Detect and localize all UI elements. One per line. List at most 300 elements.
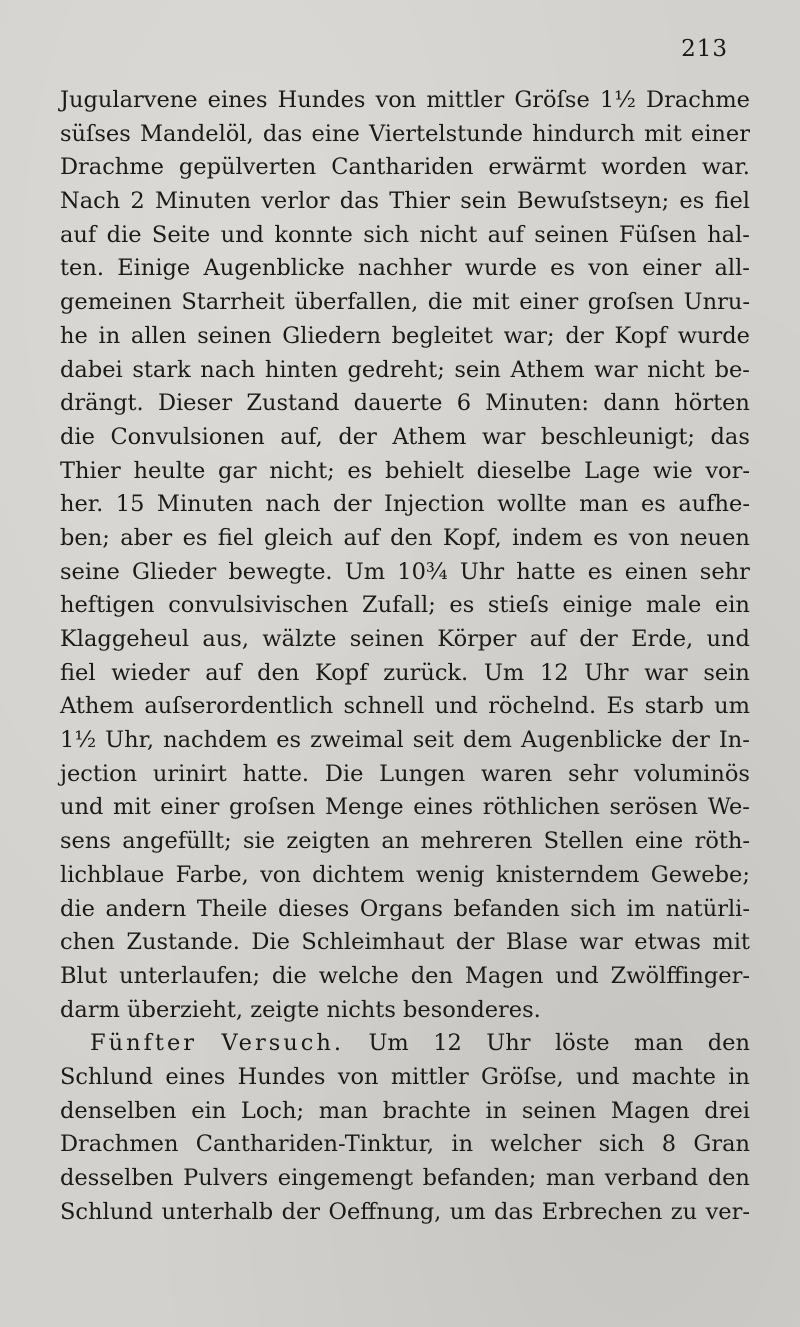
word: auf — [487, 221, 524, 248]
word: war — [481, 423, 526, 450]
word: war. — [701, 154, 750, 181]
word: Füſsen — [619, 221, 697, 248]
word: Starrheit — [181, 289, 285, 316]
word: der — [333, 491, 372, 518]
word: zeigten — [286, 828, 370, 855]
word: dann — [603, 390, 661, 417]
word: ten. — [60, 255, 105, 282]
word: desselben — [60, 1165, 174, 1191]
word: Gewebe; — [650, 861, 750, 888]
word: man — [318, 1097, 369, 1124]
word: an — [381, 828, 410, 855]
word: aus, — [202, 626, 249, 652]
word: Thier — [389, 188, 451, 215]
word: nach — [200, 356, 256, 383]
word: in — [728, 1063, 750, 1090]
word: war — [644, 659, 688, 686]
word: Drachme — [646, 87, 750, 113]
text-line — [60, 320, 750, 354]
text-line — [60, 893, 750, 927]
word: dichtem — [312, 861, 405, 888]
word: sehr — [568, 760, 619, 787]
word: Lage — [584, 457, 641, 484]
word: einer — [690, 120, 750, 147]
word: Convulsionen — [110, 423, 265, 450]
word: Minuten — [156, 491, 253, 518]
word: drängt. — [60, 390, 144, 417]
word: Athem — [510, 356, 585, 383]
word: einige — [562, 592, 633, 619]
text-line — [60, 791, 750, 825]
word: Gran — [693, 1131, 750, 1158]
word: auf — [343, 524, 380, 551]
word: allen — [130, 322, 187, 349]
word: es — [679, 188, 705, 215]
word: um — [449, 1198, 486, 1225]
word: Zwölffinger- — [610, 962, 750, 989]
word: wälzte — [262, 626, 337, 652]
word: 8 — [661, 1131, 677, 1158]
word: zweimal — [310, 727, 404, 754]
text-line — [60, 252, 750, 286]
word: eines — [165, 1063, 226, 1090]
word: zurück. — [383, 659, 469, 686]
word: urinirt — [152, 760, 227, 787]
word: Erde, — [631, 626, 694, 652]
word: sein — [460, 188, 507, 215]
word: gemeinen — [60, 289, 172, 316]
word: von — [628, 524, 670, 551]
word: seit — [412, 727, 454, 754]
word: Oeffnung, — [328, 1198, 442, 1225]
word: groſsen — [228, 794, 316, 821]
word: Jugularvene — [60, 87, 198, 113]
word: Drachmen — [60, 1131, 179, 1158]
word: es — [587, 558, 613, 585]
word: im — [626, 895, 656, 922]
word: etwas — [634, 929, 701, 956]
word: natürli- — [665, 895, 750, 922]
word: 12 — [433, 1030, 462, 1057]
word: Gröſse, — [481, 1063, 564, 1090]
word: Klaggeheul — [60, 626, 190, 652]
word: 1½ — [60, 727, 97, 754]
word: auf — [529, 626, 566, 652]
word: um — [714, 693, 750, 720]
word: man — [634, 1030, 684, 1057]
word: groſsen — [587, 289, 675, 316]
word: worden — [601, 154, 687, 181]
word: erwärmt — [488, 154, 587, 181]
word: nachher — [357, 255, 452, 282]
word: die — [60, 895, 95, 922]
word: von — [337, 1063, 379, 1090]
word: jection — [60, 760, 138, 787]
word: und — [706, 626, 750, 652]
word: Blut — [60, 962, 108, 989]
word: verband — [604, 1165, 699, 1191]
word: aufhe- — [678, 491, 750, 518]
word: Fünfter — [90, 1030, 198, 1057]
word: her. — [60, 491, 104, 518]
page-number: 213 — [681, 36, 728, 62]
word: 2 — [130, 188, 145, 215]
word: Um — [344, 558, 386, 585]
word: Gliedern — [282, 322, 381, 349]
word: Lungen — [379, 760, 466, 787]
word: hörten — [674, 390, 750, 417]
word: wieder — [111, 659, 190, 686]
word: Kopf — [614, 322, 667, 349]
word: mit — [644, 120, 682, 147]
word: dem — [462, 727, 512, 754]
word: We- — [707, 794, 750, 821]
word: Theile — [196, 895, 268, 922]
word: das — [710, 423, 750, 450]
word: Erbrechen — [541, 1198, 663, 1225]
word: das — [262, 120, 303, 147]
text-line — [60, 1095, 750, 1129]
word: Kopf, — [442, 524, 502, 551]
word: gar — [218, 457, 257, 484]
word: auf — [205, 659, 242, 686]
word: seinen — [349, 626, 425, 652]
text-line — [60, 623, 750, 657]
word: sie — [243, 828, 276, 855]
word: beschleunigt; — [540, 423, 695, 450]
text-line — [60, 522, 750, 556]
word: Athem — [392, 423, 467, 450]
word: die — [427, 289, 463, 316]
word: wurde — [464, 255, 537, 282]
word: Nach — [60, 188, 121, 215]
word: einer — [519, 289, 579, 316]
word: heftigen — [60, 592, 155, 619]
word: es — [182, 524, 208, 551]
word: Athem — [60, 693, 135, 720]
word: ben; — [60, 524, 110, 551]
text-line — [60, 690, 750, 724]
word: he — [60, 322, 88, 349]
word: Minuten — [154, 188, 252, 215]
word: be- — [714, 356, 750, 383]
word: dabei — [60, 356, 123, 383]
word: seine — [60, 558, 120, 585]
word: 15 — [115, 491, 145, 518]
word: Hundes — [237, 1063, 326, 1090]
word: Die — [324, 760, 364, 787]
word: es — [347, 457, 373, 484]
word: Zufall; — [361, 592, 436, 619]
word: Stellen — [543, 828, 624, 855]
word: mit — [113, 794, 151, 821]
word: Farbe, — [175, 861, 249, 888]
word: wie — [652, 457, 693, 484]
word: Schlund — [60, 1198, 154, 1225]
word: in — [485, 1097, 508, 1124]
word: ein — [714, 592, 750, 619]
word: der — [671, 727, 710, 754]
word: den — [707, 1165, 750, 1191]
word: 12 — [539, 659, 569, 686]
word: hatte — [516, 558, 576, 585]
text-line — [60, 758, 750, 792]
word: angefüllt; — [122, 828, 232, 855]
word: fiel — [60, 659, 96, 686]
word: und — [555, 962, 599, 989]
word: dieselbe — [476, 457, 572, 484]
word: und — [575, 1063, 620, 1090]
word: mit — [472, 289, 510, 316]
word: drei — [704, 1097, 750, 1124]
word: Kopf — [315, 659, 368, 686]
word: dauerte — [353, 390, 443, 417]
word: neuen — [679, 524, 750, 551]
word: Augenblicke — [521, 727, 663, 754]
text-line — [60, 219, 750, 253]
word: sens — [60, 828, 111, 855]
word: Drachme — [60, 154, 164, 181]
word: das — [493, 1198, 534, 1225]
word: gleich — [263, 524, 334, 551]
word: sich — [570, 895, 617, 922]
word: sich — [598, 1131, 645, 1158]
word: seinen — [534, 221, 609, 248]
text-line — [60, 387, 750, 421]
word: eingemengt — [277, 1165, 414, 1191]
word: röchelnd. — [488, 693, 597, 720]
word: es — [276, 727, 302, 754]
word: Zustande. — [126, 929, 240, 956]
word: mehreren — [420, 828, 533, 855]
word: sich — [363, 221, 410, 248]
word: starb — [644, 693, 704, 720]
word: Minuten: — [485, 390, 589, 417]
word: Seite — [151, 221, 211, 248]
word: bewegte. — [228, 558, 333, 585]
word: seinen — [197, 322, 272, 349]
word: Die — [251, 929, 290, 956]
word: sein — [454, 356, 501, 383]
word: gedreht; — [347, 356, 445, 383]
word: wollte — [497, 491, 567, 518]
word: ein — [191, 1097, 227, 1124]
word: Viertelstunde — [368, 120, 523, 147]
word: den — [257, 659, 300, 686]
word: einer — [642, 255, 702, 282]
word: Uhr — [486, 1030, 531, 1057]
word: ver- — [705, 1198, 750, 1225]
word: sehr — [699, 558, 750, 585]
word: Loch; — [240, 1097, 305, 1124]
word: der — [455, 929, 495, 956]
word: mittler — [426, 87, 505, 113]
word: Augenblicke — [203, 255, 345, 282]
word: chen — [60, 929, 115, 956]
word: male — [646, 592, 702, 619]
word: behielt — [385, 457, 464, 484]
word: wurde — [677, 322, 750, 349]
word: Es — [606, 693, 635, 720]
text-line — [60, 960, 750, 994]
word: stark — [132, 356, 191, 383]
word: fiel — [714, 188, 750, 215]
word: Canthariden-Tinktur, — [195, 1131, 435, 1158]
word: Glieder — [132, 558, 217, 585]
text-line — [60, 118, 750, 152]
word: auſserordentlich — [144, 693, 334, 720]
word: eine — [634, 828, 684, 855]
word: convulsivischen — [168, 592, 349, 619]
word: seinen — [521, 1097, 597, 1124]
word: vor- — [705, 457, 750, 484]
word: die — [60, 423, 95, 450]
word: nicht; — [269, 457, 335, 484]
word: es — [640, 491, 666, 518]
word: 6 — [456, 390, 472, 417]
word: Blase — [505, 929, 568, 956]
section-heading-line — [60, 1027, 750, 1061]
word: es — [449, 592, 475, 619]
word: Einige — [117, 255, 191, 282]
word: Magen — [464, 962, 544, 989]
text-line — [60, 488, 750, 522]
word: zu — [670, 1198, 698, 1225]
word: man — [545, 1165, 596, 1191]
text-line — [60, 84, 750, 118]
text-line — [60, 151, 750, 185]
word: Unru- — [683, 289, 750, 316]
word: 1½ — [599, 87, 636, 113]
word: befanden — [453, 895, 560, 922]
word: auf, — [280, 423, 323, 450]
word: war; — [503, 322, 555, 349]
word: löste — [554, 1030, 610, 1057]
word: indem — [512, 524, 583, 551]
word: der — [338, 423, 377, 450]
word: all- — [714, 255, 750, 282]
word: Uhr, — [105, 727, 155, 754]
word: Bewuſstseyn; — [517, 188, 670, 215]
word: welcher — [490, 1131, 582, 1158]
word: überfallen, — [294, 289, 419, 316]
word: der — [281, 1198, 321, 1225]
word: von — [588, 255, 629, 282]
word: süſses — [60, 120, 131, 147]
word: lichblaue — [60, 861, 165, 888]
word: nach — [265, 491, 321, 518]
word: hal- — [707, 221, 750, 248]
word: Um — [483, 659, 525, 686]
word: fiel — [217, 524, 254, 551]
word: Mandelöl, — [139, 120, 254, 147]
text-line — [60, 657, 750, 691]
word: man — [579, 491, 629, 518]
word: befanden; — [422, 1165, 537, 1191]
text-line — [60, 1061, 750, 1095]
word: begleitet — [391, 322, 493, 349]
word: mittler — [390, 1063, 469, 1090]
word: 10¾ — [397, 558, 448, 585]
word: Hundes — [277, 87, 366, 113]
word: einer — [160, 794, 220, 821]
word: nachdem — [163, 727, 268, 754]
text-line — [60, 286, 750, 320]
text-line — [60, 1128, 750, 1162]
word: die — [106, 221, 142, 248]
word: Thier — [60, 457, 121, 484]
text-line — [60, 354, 750, 388]
word: waren — [481, 760, 553, 787]
word: und — [434, 693, 478, 720]
word: Um — [368, 1030, 409, 1057]
text-line — [60, 926, 750, 960]
text-line — [60, 825, 750, 859]
word: Versuch. — [221, 1030, 345, 1057]
word: Menge — [325, 794, 404, 821]
word: das — [339, 188, 380, 215]
word: und — [220, 221, 264, 248]
word: unterlaufen; — [119, 962, 261, 989]
word: gepülverten — [178, 154, 317, 181]
word: hindurch — [532, 120, 635, 147]
text-line — [60, 421, 750, 455]
word: röthlichen — [482, 794, 600, 821]
word: war — [579, 929, 623, 956]
text-line — [60, 455, 750, 489]
word: einen — [624, 558, 688, 585]
word: machte — [631, 1063, 716, 1090]
word: Körper — [437, 626, 517, 652]
word: die — [271, 962, 307, 989]
word: hatte. — [242, 760, 310, 787]
word: unterhalb — [161, 1198, 274, 1225]
word: Organs — [359, 895, 443, 922]
word: war — [594, 356, 638, 383]
word: eines — [413, 794, 474, 821]
word: nicht — [419, 221, 478, 248]
word: mit — [712, 929, 750, 956]
word: Injection — [384, 491, 485, 518]
text-line — [60, 1162, 750, 1196]
word: andern — [105, 895, 187, 922]
word: Pulvers — [183, 1165, 269, 1191]
word: Canthariden — [331, 154, 474, 181]
word: der — [565, 322, 604, 349]
word: eines — [207, 87, 268, 113]
word: welche — [318, 962, 399, 989]
word: der — [579, 626, 618, 652]
body-text — [60, 84, 750, 1229]
word: Magen — [610, 1097, 690, 1124]
word: Schleimhaut — [301, 929, 445, 956]
word: den — [410, 962, 453, 989]
word: denselben — [60, 1097, 177, 1124]
word: Dieser — [157, 390, 233, 417]
word: Zustand — [246, 390, 340, 417]
word: hinten — [264, 356, 338, 383]
text-line-paragraph-end: darm überzieht, zeigte nichts besonderes. — [60, 996, 541, 1023]
word: nicht — [647, 356, 705, 383]
word: eine — [311, 120, 360, 147]
word: stieſs — [487, 592, 549, 619]
word: brachte — [382, 1097, 471, 1124]
word: von — [260, 861, 301, 888]
text-line — [60, 724, 750, 758]
word: voluminös — [633, 760, 750, 787]
word: röth- — [694, 828, 750, 855]
text-line — [60, 859, 750, 893]
